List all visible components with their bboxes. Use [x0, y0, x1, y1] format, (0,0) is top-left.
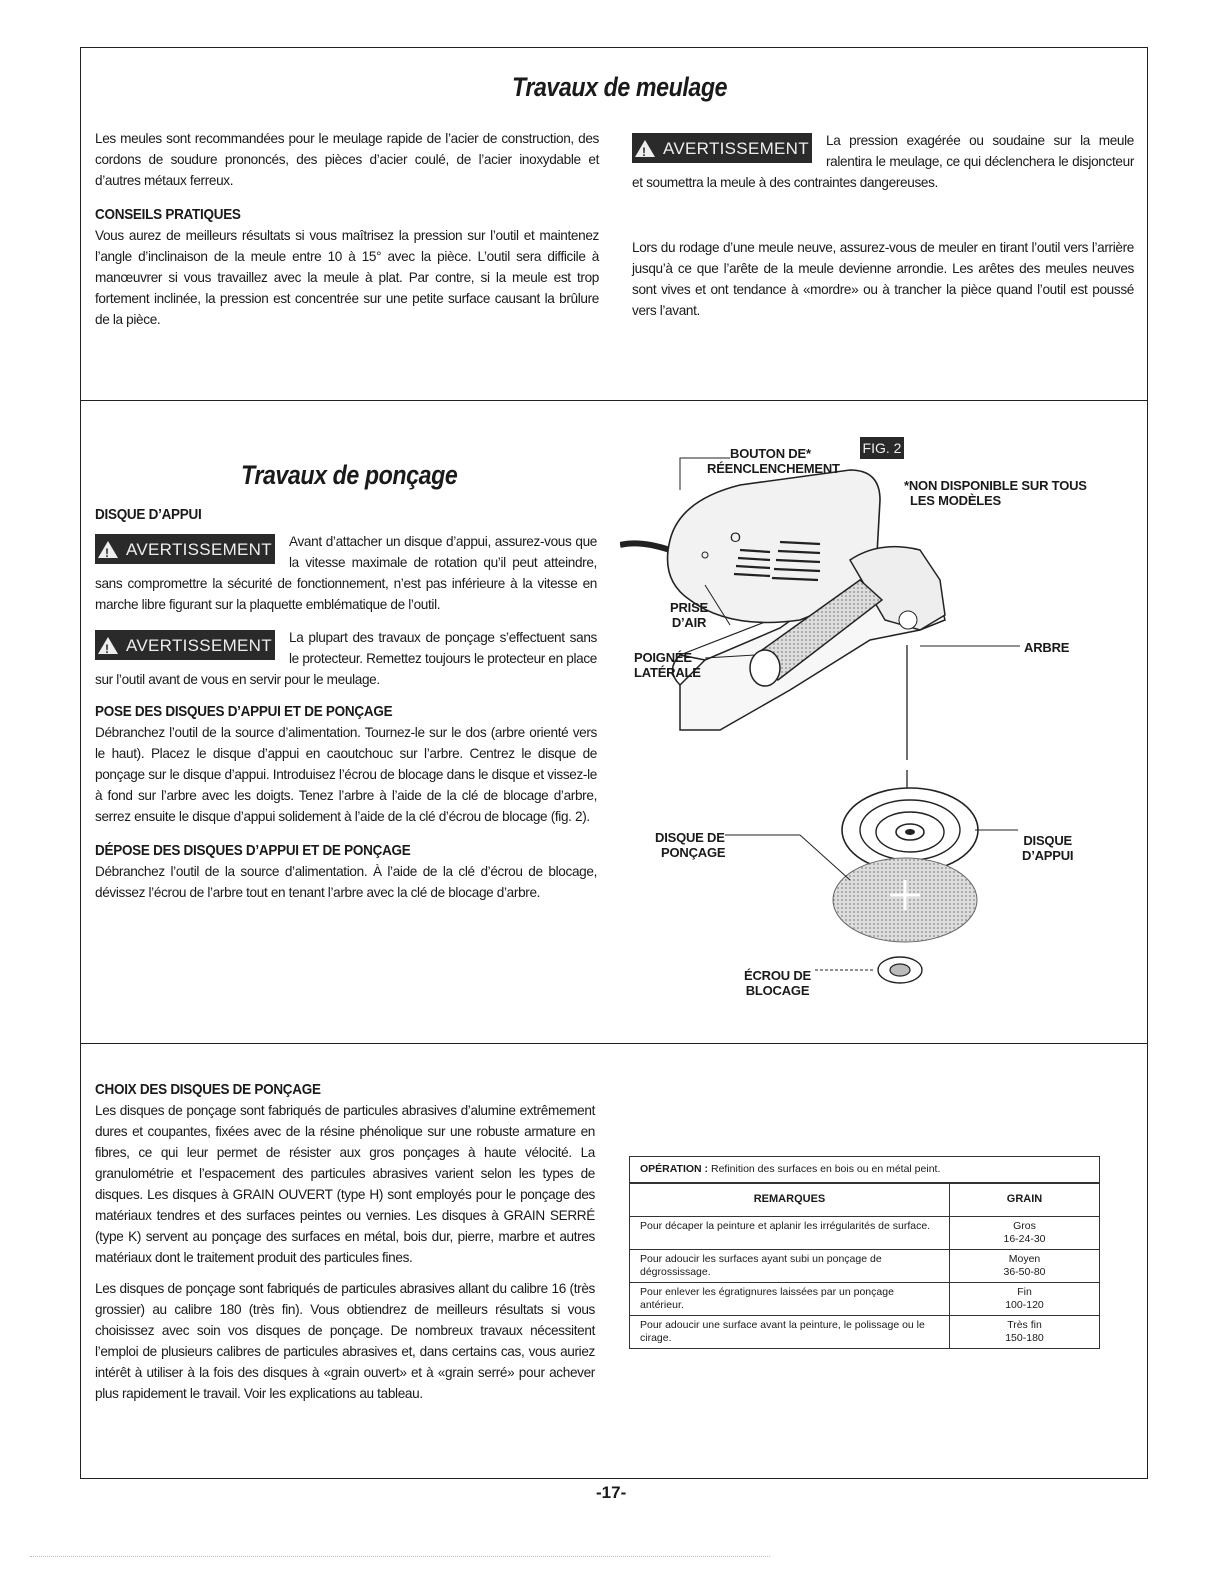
label-spindle: ARBRE: [1024, 640, 1070, 655]
warning-badge: ! AVERTISSEMENT: [632, 133, 812, 163]
warning-triangle-icon: [98, 637, 118, 654]
label-reset-button: BOUTON DE*: [730, 446, 811, 461]
warning-badge: ! AVERTISSEMENT: [95, 534, 275, 564]
grain-table: [629, 1156, 1100, 1349]
grinding-left-column: [95, 128, 599, 330]
disc-choice-column: [95, 1080, 595, 1404]
label-sanding-disc: DISQUE DE PONÇAGE: [655, 830, 726, 860]
section-divider: [80, 1043, 1148, 1044]
label-lock-nut: ÉCROU DE BLOCAGE: [744, 968, 812, 998]
page-number: -17-: [596, 1483, 627, 1502]
label-reset-button-2: RÉENCLENCHEMENT: [707, 461, 840, 476]
label-not-available: *NON DISPONIBLE SUR TOUS LES MODÈLES: [904, 478, 1087, 508]
table-row: Pour décaper la peinture et aplanir les irrégularités de surface. Gros 16-24-30: [630, 1217, 1100, 1250]
remove-heading: DÉPOSE DES DISQUES D’APPUI ET DE PONÇAGE: [95, 842, 411, 859]
table-row: Pour enlever les égratignures laissées par un ponçage antérieur. Fin 100-120: [630, 1283, 1100, 1316]
scan-artifact-line: [30, 1556, 770, 1557]
warning-triangle-icon: [635, 140, 655, 157]
grinding-title: Travaux de meulage: [512, 72, 728, 102]
disc-choice-heading: CHOIX DES DISQUES DE PONÇAGE: [95, 1081, 321, 1098]
disc-choice-para-1: Les disques de ponçage sont fabriqués de particules abrasives d’alumine extrêmement dures et coupantes, fixées avec de la résine phénolique sur une robuste armature en fibres, ce qui leur permet de résister aux gros ponçages à haute vélocité. La granulométrie et l’espacement des particules abrasives varient selon les types de disques. Les disques à GRAIN OUVERT (type H) sont employés pour le ponçage des matériaux tendres et des surfaces peintes ou vernies. Les disques à GRAIN SERRÉ (type K) servent au ponçage des surfaces en métal, bois dur, pierre, marbre et autres matériaux dont le traitement produit des particules fines.: [95, 1103, 595, 1265]
figure-tag: FIG. 2: [860, 437, 904, 459]
col-remarks: REMARQUES: [630, 1183, 950, 1217]
sanding-title: Travaux de ponçage: [241, 460, 458, 490]
operation-row: OPÉRATION : Refinition des surfaces en bois ou en métal peint.: [630, 1157, 1100, 1183]
warning-text: La pression exagérée ou soudaine sur la meule ralentira le meulage, ce qui déclenchera le disjoncteur et soumettra la meule à des contraintes dangereuses.: [632, 133, 1134, 190]
svg-text:O: O: [730, 529, 741, 545]
angle-grinder-illustration: [620, 430, 1120, 1030]
sanding-warning-2: ! AVERTISSEMENT La plupart des travaux de ponçage s’effectuent sans le protecteur. Remettez toujours le protecteur en place sur l’outil avant de vous en servir pour le meulage.: [95, 627, 597, 690]
warning-triangle-icon: [98, 541, 118, 558]
tips-text: Vous aurez de meilleurs résultats si vous maîtrisez la pression sur l’outil et maintenez l’angle d’inclinaison de la meule entre 10 à 15° avec la pièce. L’outil sera difficile à manœuvrer si vous travaillez avec la meule à plat. Par contre, si la meule est trop fortement inclinée, la pression est concentrée sur une petite surface causant la brûlure de la pièce.: [95, 228, 599, 327]
label-air-intake: PRISE D’AIR: [670, 600, 709, 630]
sanding-warning-1: ! AVERTISSEMENT Avant d’attacher un disque d’appui, assurez-vous que la vitesse maximale de rotation qu’il peut atteindre, sans compromettre la sécurité de fonctionnement, n’est pas inférieure à la vitesse en marche libre figurant sur la plaquette emblématique de l’outil.: [95, 531, 597, 615]
backing-heading: DISQUE D’APPUI: [95, 506, 202, 523]
disc-choice-para-2: Les disques de ponçage sont fabriqués de particules abrasives allant du calibre 16 (très grossier) au calibre 180 (très fin). Vous obtiendrez de meilleurs résultats si vous choisissez avec soin vos disques de ponçage. De nombreux travaux nécessitent l’emploi de plusieurs calibres de particules abrasives et, dans certains cas, vous auriez intérêt à utiliser à la fois des disques à «grain ouvert» et à «grain serré» pour achever plus rapidement le travail. Voir les explications au tableau.: [95, 1281, 595, 1401]
warning-badge: ! AVERTISSEMENT: [95, 630, 275, 660]
grinding-right-column: [632, 130, 1134, 321]
section-divider: [80, 400, 1148, 401]
install-text: Débranchez l’outil de la source d’alimentation. Tournez-le sur le dos (arbre orienté vers le haut). Placez le disque d’appui en caoutchouc sur l’arbre. Centrez le disque de ponçage sur le disque d’appui. Introduisez l’écrou de blocage dans le disque et vissez-le à fond sur l’arbre avec les doigts. Tenez l’arbre à l’aide de la clé de blocage d’arbre, serrez ensuite le disque d’appui solidement à l’aide de la clé d’écrou de blocage (fig. 2).: [95, 725, 597, 824]
grinding-intro: Les meules sont recommandées pour le meulage rapide de l’acier de construction, des cordons de soudure prononcés, des pièces d’acier coulé, de l’acier inoxydable et d’autres métaux ferreux.: [95, 131, 599, 188]
label-backing-pad: DISQUE D’APPUI: [1022, 833, 1074, 863]
table-row: Pour adoucir les surfaces ayant subi un ponçage de dégrossissage. Moyen 36-50-80: [630, 1250, 1100, 1283]
table-row: Pour adoucir une surface avant la peinture, le polissage ou le cirage. Très fin 150-180: [630, 1316, 1100, 1349]
grinding-warning: [632, 130, 1134, 193]
sanding-column: [95, 505, 597, 903]
label-side-handle: POIGNÉE LATÉRALE: [634, 650, 701, 680]
col-grain: GRAIN: [950, 1183, 1100, 1217]
remove-text: Débranchez l’outil de la source d’alimentation. À l’aide de la clé d’écrou de blocage, dévissez l’écrou de l’arbre tout en tenant l’arbre avec la clé de blocage d’arbre.: [95, 864, 597, 900]
new-wheel-text: Lors du rodage d’une meule neuve, assurez-vous de meuler en tirant l’outil vers l’arrière jusqu’à ce que l’arête de la meule devienne arrondie. Les arêtes des meules neuves sont vives et ont tendance à «mordre» ou à trancher la pièce quand l’outil est poussé vers l’avant.: [632, 240, 1134, 318]
tips-heading: CONSEILS PRATIQUES: [95, 206, 241, 223]
install-heading: POSE DES DISQUES D’APPUI ET DE PONÇAGE: [95, 703, 393, 720]
